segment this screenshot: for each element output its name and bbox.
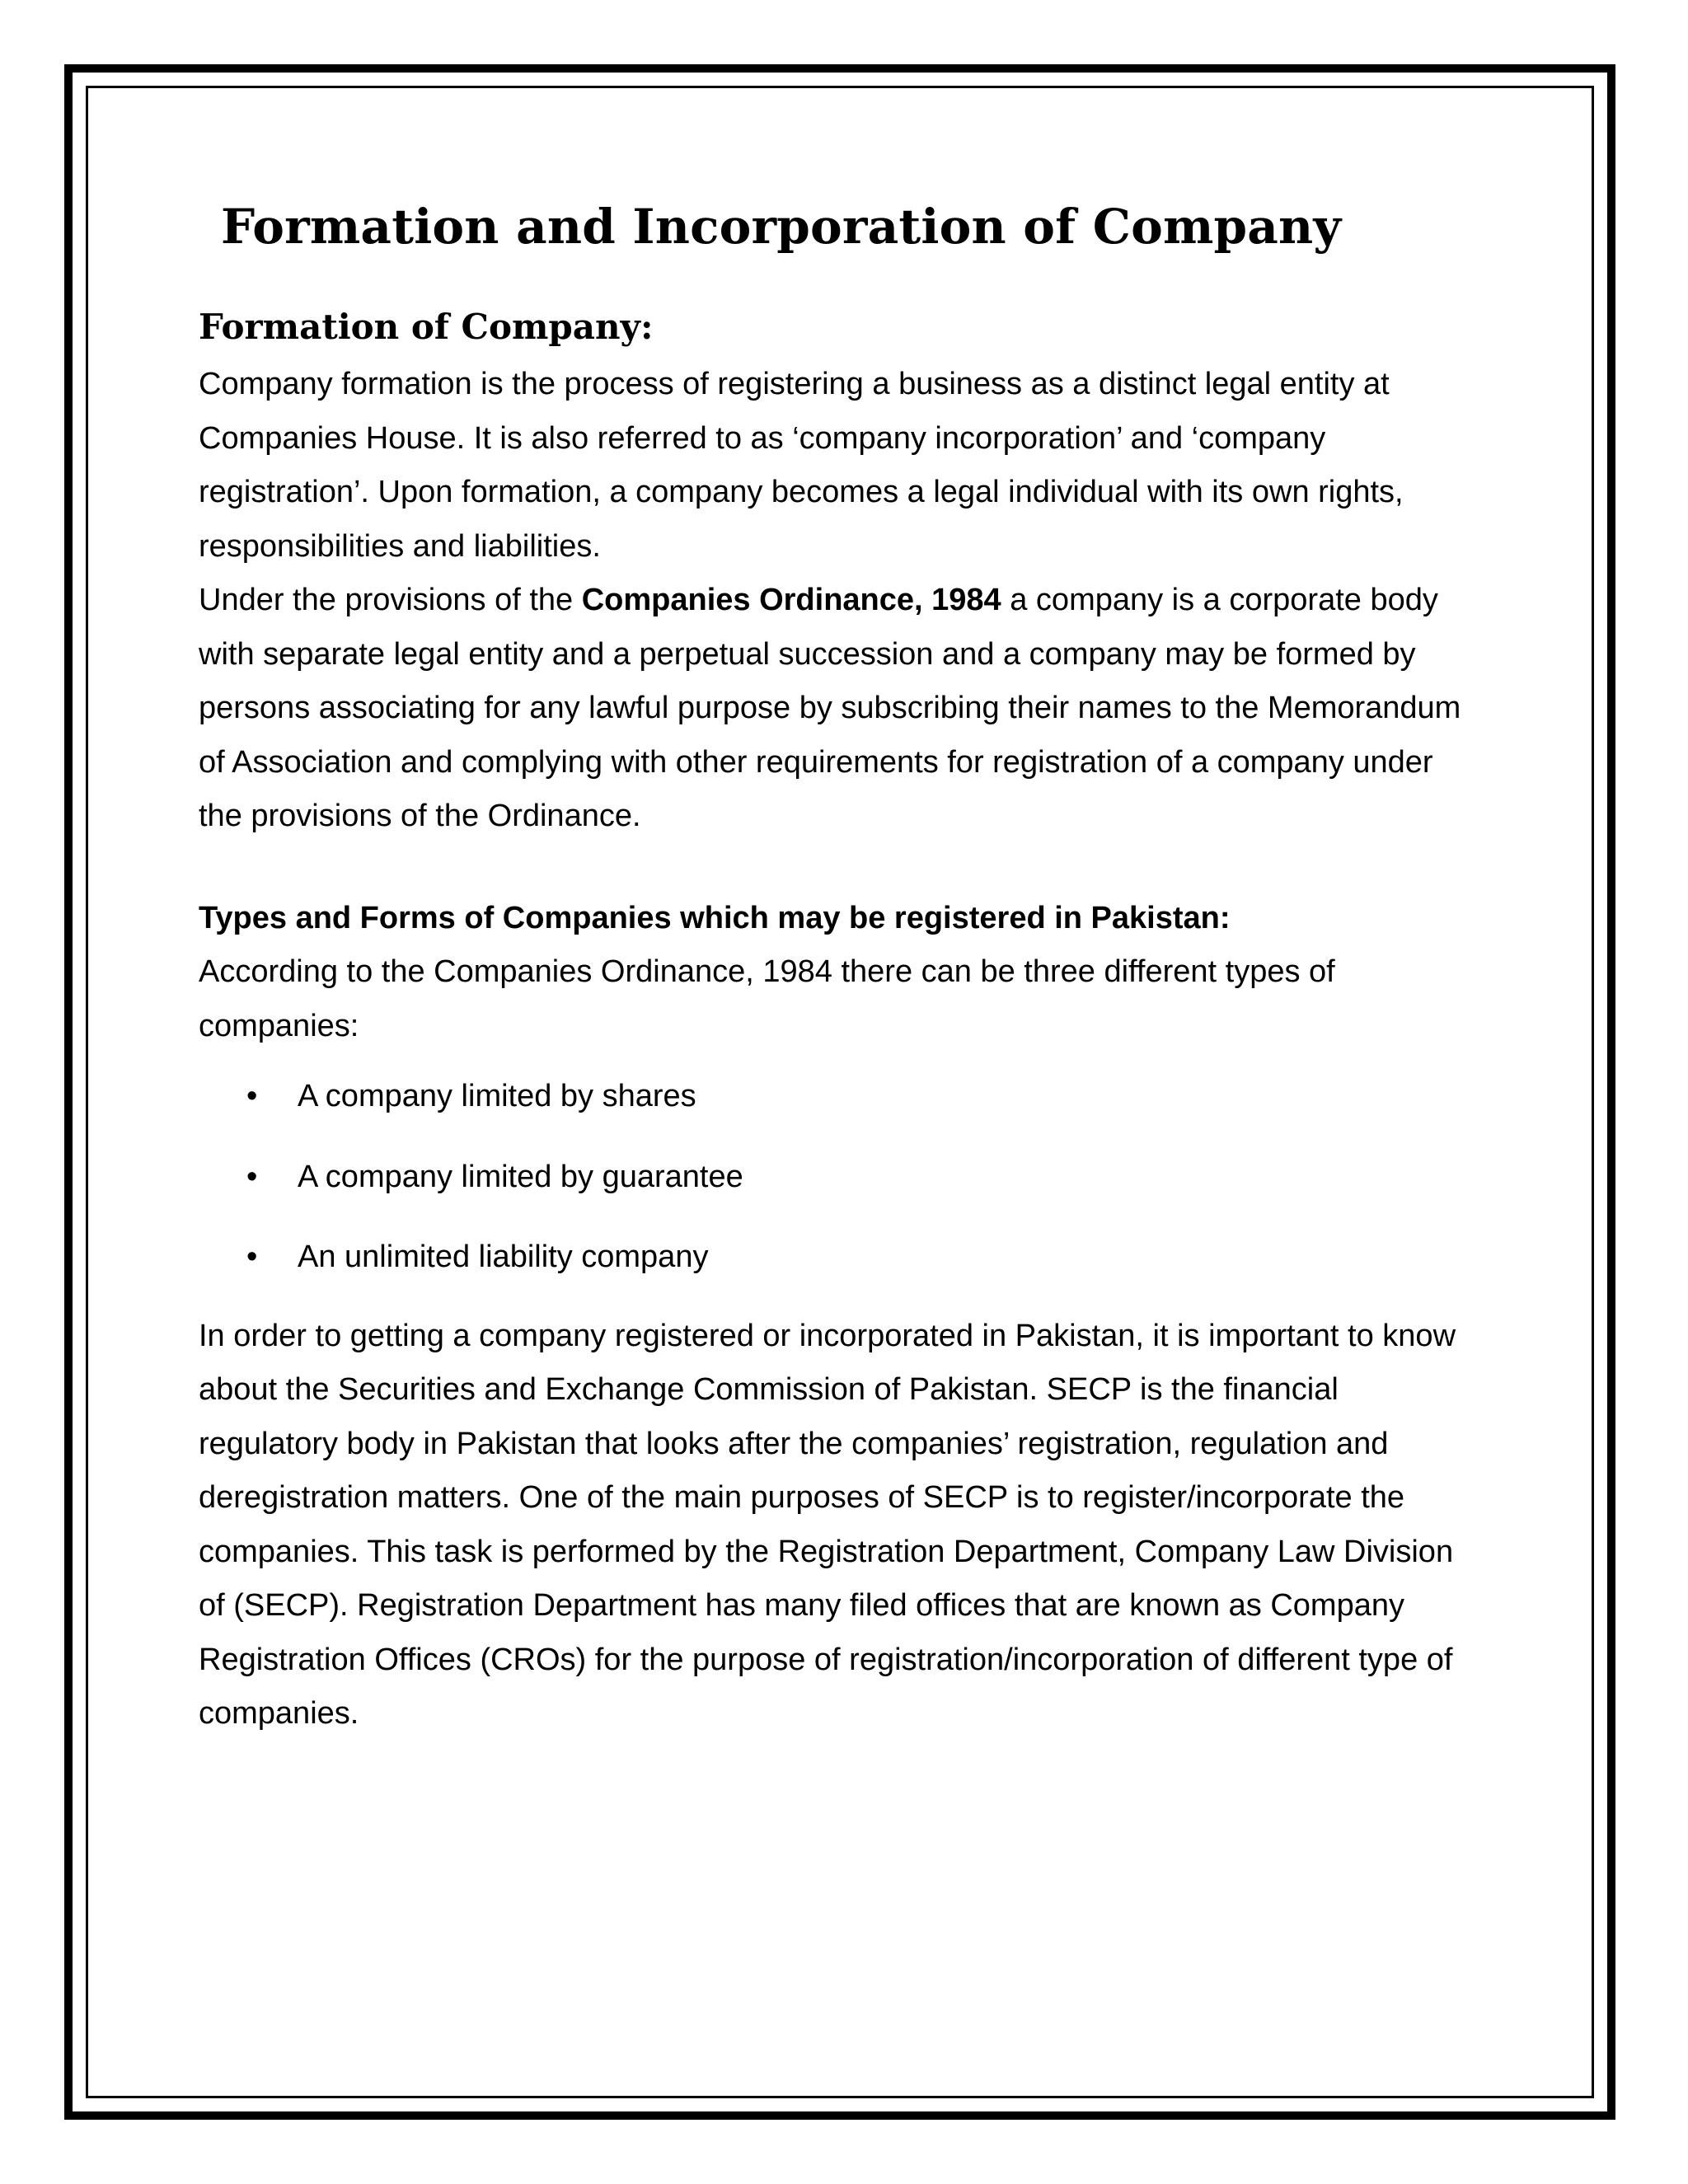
ordinance-name-bold: Companies Ordinance, 1984 <box>581 583 1001 617</box>
bullet-icon: • <box>246 1240 258 1274</box>
bullet-icon: • <box>246 1159 258 1194</box>
list-item-text: An unlimited liability company <box>298 1240 709 1274</box>
list-item-text: A company limited by guarantee <box>298 1159 743 1194</box>
ordinance-text-after: a company is a corporate body with separate legal entity and a perpetual succession and a company may be formed by persons associating for any lawful purpose by subscribing their names to the Memorandum of Association and complying with other requirements for registration of a company under the provisions of the Ordinance. <box>199 583 1461 833</box>
bullet-icon: • <box>246 1079 258 1113</box>
paragraph-types-intro: According to the Companies Ordinance, 1984 there can be three different types of companies: <box>199 954 1335 1043</box>
section-heading-types: Types and Forms of Companies which may be registered in Pakistan: <box>199 900 1231 935</box>
list-item <box>199 1070 1484 1124</box>
document-title: Formation and Incorporation of Company <box>221 199 1342 255</box>
list-item <box>199 1230 1484 1285</box>
section-heading-formation: Formation of Company: <box>199 307 654 347</box>
list-item <box>199 1151 1484 1205</box>
paragraph-ordinance-provisions <box>199 574 1484 844</box>
document-body <box>199 190 1484 1741</box>
paragraph-formation-definition: Company formation is the process of registering a business as a distinct legal entity at Companies House. It is also referred to as ‘company incorporation’ and ‘company registration’. Upon formation, a company becomes a legal individual with its own rights, responsibilities and liabilities. <box>199 367 1404 564</box>
ordinance-text-before: Under the provisions of the <box>199 583 582 617</box>
list-item-text: A company limited by shares <box>298 1079 696 1113</box>
paragraph-secp-registration: In order to getting a company registered or incorporated in Pakistan, it is important to know about the Securities and Exchange Commission of Pakistan. SECP is the financial regulatory body in Pakistan that looks after the companies’ registration, regulation and deregistration matters. One of the main purposes of SECP is to register/incorporate the companies. This task is performed by the Registration Department, Company Law Division of (SECP). Registration Department has many filed offices that are known as Company Registration Offices (CROs) for the purpose of registration/incorporation of different type of companies. <box>199 1318 1456 1731</box>
company-types-list <box>199 1070 1484 1285</box>
